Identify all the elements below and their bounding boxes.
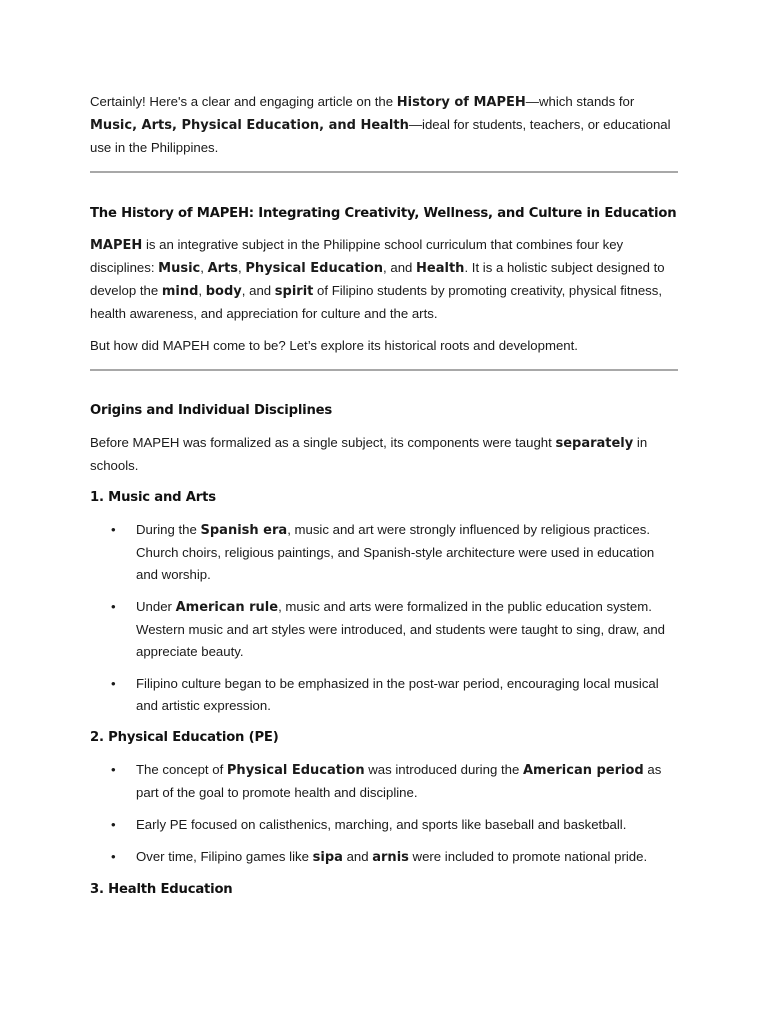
list-item <box>90 759 678 804</box>
body-text: Over time, Filipino games like <box>136 849 313 864</box>
mapeh-definition-paragraph <box>90 234 678 325</box>
body-text: Filipino culture began to be emphasized in the post-war period, encouraging local musical and artistic expression. <box>136 676 659 713</box>
intro-emphasis-history: History of MAPEH <box>396 95 526 110</box>
term-health: Health <box>416 261 465 276</box>
term-american-rule: American rule <box>175 600 279 615</box>
body-text: , and <box>241 283 275 298</box>
body-text: During the <box>136 522 201 537</box>
health-heading: 3. Health Education <box>90 882 233 897</box>
term-body: body <box>205 284 242 299</box>
origins-paragraph <box>90 432 678 477</box>
intro-text: Certainly! Here's a clear and engaging article on the <box>90 94 397 109</box>
article-title: The History of MAPEH: Integrating Creativity, Wellness, and Culture in Education <box>90 206 677 221</box>
intro-text: —ideal for students, teachers, or educational use in the Philippines. <box>90 117 671 155</box>
body-text: , and <box>383 260 417 275</box>
term-music: Music <box>158 261 201 276</box>
origins-heading: Origins and Individual Disciplines <box>90 403 333 418</box>
term-physical-education: Physical Education <box>226 763 365 778</box>
term-spirit: spirit <box>274 284 314 299</box>
list-item <box>90 814 678 836</box>
body-text: Early PE focused on calisthenics, marching, and sports like baseball and basketball. <box>136 817 627 832</box>
body-text: , <box>198 283 206 298</box>
section-divider <box>90 369 678 371</box>
term-arts: Arts <box>207 261 239 276</box>
list-item <box>90 673 678 717</box>
music-arts-list <box>90 519 678 717</box>
bullet-icon: • <box>111 762 116 777</box>
body-text: , <box>200 260 208 275</box>
body-text: The concept of <box>136 762 227 777</box>
term-sipa: sipa <box>312 850 343 865</box>
body-text: Under <box>136 599 176 614</box>
list-item <box>90 846 678 869</box>
intro-emphasis-mapeh-expansion: Music, Arts, Physical Education, and Health <box>90 118 409 133</box>
intro-paragraph <box>90 91 678 159</box>
bullet-icon: • <box>111 522 116 537</box>
list-item <box>90 519 678 586</box>
body-text: . It is a holistic subject designed to develop the <box>90 260 665 298</box>
body-text: Before MAPEH was formalized as a single subject, its components were taught <box>90 435 556 450</box>
bullet-icon: • <box>111 599 116 614</box>
bullet-icon: • <box>111 676 116 691</box>
term-american-period: American period <box>522 763 644 778</box>
term-mapeh: MAPEH <box>90 238 143 253</box>
term-physical-education: Physical Education <box>245 261 384 276</box>
body-text: as part of the goal to promote health and discipline. <box>136 762 662 800</box>
body-text: , music and arts were formalized in the public education system. Western music and art styles were introduced, and students were taught to sing, draw, and appreciate beauty. <box>136 599 666 659</box>
term-mind: mind <box>161 284 199 299</box>
pe-list <box>90 759 678 869</box>
body-text: in schools. <box>90 435 648 473</box>
term-separately: separately <box>555 436 634 451</box>
bullet-icon: • <box>111 849 116 864</box>
pe-heading: 2. Physical Education (PE) <box>90 730 279 745</box>
body-text: of Filipino students by promoting creativity, physical fitness, health awareness, and appreciation for culture and the arts. <box>90 283 663 321</box>
transition-paragraph: But how did MAPEH come to be? Let’s explore its historical roots and development. <box>90 338 578 353</box>
body-text: , <box>238 260 246 275</box>
music-arts-heading: 1. Music and Arts <box>90 490 216 505</box>
body-text: were included to promote national pride. <box>408 849 648 864</box>
term-spanish-era: Spanish era <box>200 523 288 538</box>
section-divider <box>90 171 678 173</box>
body-text: and <box>342 849 373 864</box>
body-text: is an integrative subject in the Philippine school curriculum that combines four key disciplines: <box>90 237 624 275</box>
body-text: , music and art were strongly influenced by religious practices. Church choirs, religious paintings, and Spanish-style architecture were used in education and worship. <box>136 522 655 582</box>
list-item <box>90 596 678 663</box>
body-text: was introduced during the <box>364 762 523 777</box>
document-body <box>90 91 678 901</box>
intro-text: —which stands for <box>525 94 635 109</box>
bullet-icon: • <box>111 817 116 832</box>
term-arnis: arnis <box>372 850 409 865</box>
